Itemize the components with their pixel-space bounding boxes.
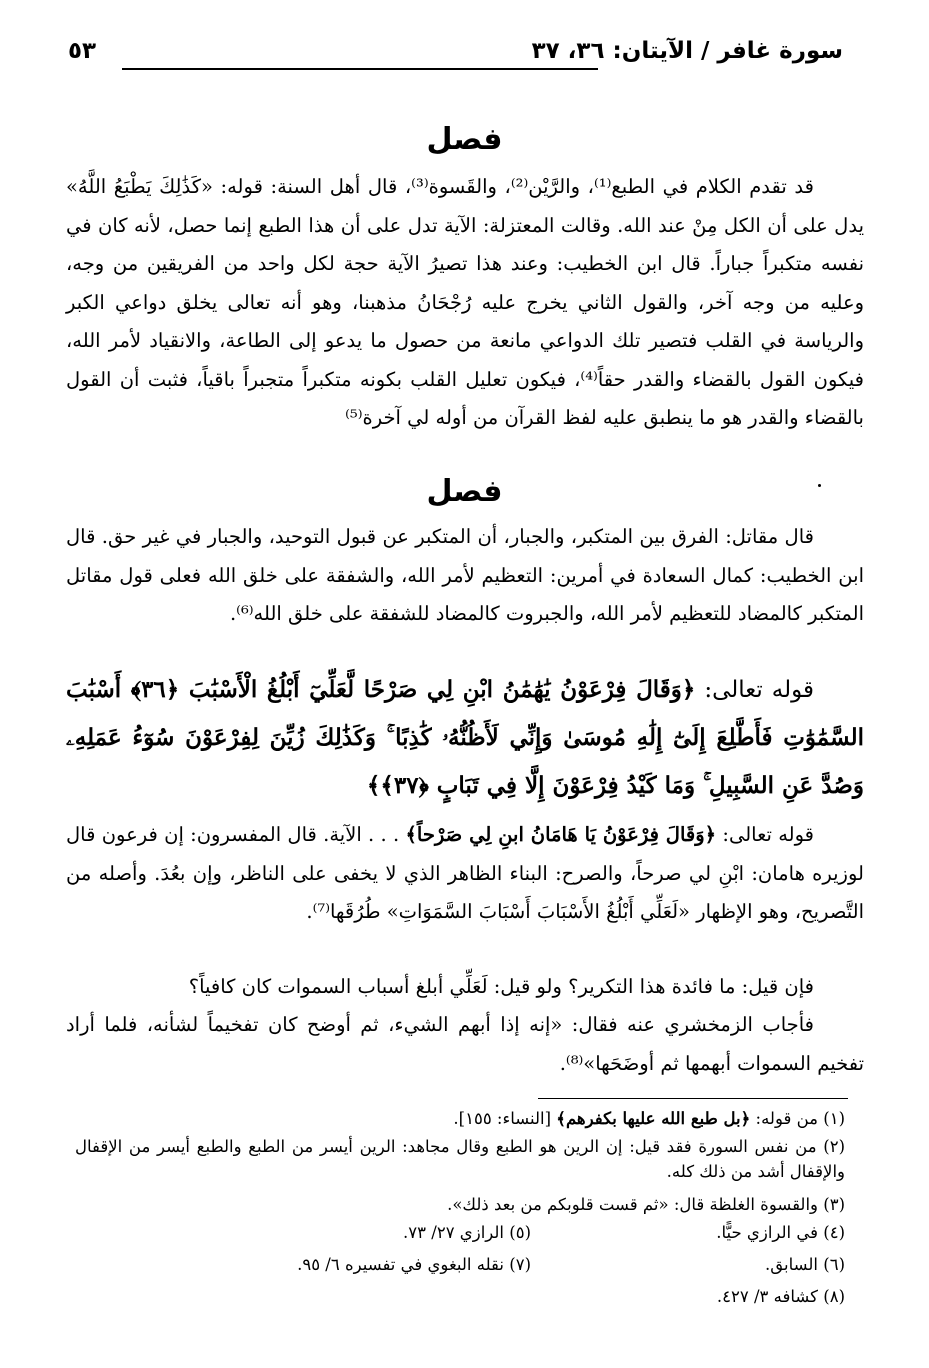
footnote-1-quote: ﴿بل طبع الله عليها بكفرهم﴾	[556, 1109, 751, 1128]
section-1-paragraph: قد تقدم الكلام في الطبع⁽¹⁾، والرَّيْن⁽²⁾، والقَسوة⁽³⁾، قال أهل السنة: قوله: «كَذَٰلِكَ يَطْبَعُ اللَّهُ» يدل على أن الكل مِنْ عند الله. وقالت المعتزلة: الآية تدل على أن هذا الطبع إنما حصل، لأنه كان في نفسه متكبراً جباراً. قال ابن الخطيب: وعند هذا تصيرُ الآية حجة لكل واحد من الفريقين من وجه، وعليه من وجه آخر، والقول الثاني يخرج عليه رُجْحَانُ مذهبنا، وهو أنه تعالى يخلق دواعي الكبر والرياسة في القلب فتصير تلك الدواعي مانعة من حصول ما يدعو إلى الطاعة، والانقياد لأمر الله، فيكون القول بالقضاء والقدر حقاً⁽⁴⁾، فيكون تعليل القلب بكونه متكبراً متجبراً باقياً، فثبت أن القول بالقضاء والقدر هو ما ينطبق عليه لفظ القرآن من أوله لي آخرة⁽⁵⁾	[66, 175, 864, 429]
footnote-7: (٧) نقله البغوي في تفسيره ٦/ ٩٥.	[297, 1255, 531, 1274]
commentary-intro: قوله تعالى:	[716, 823, 815, 846]
header-rule	[122, 68, 598, 70]
footnote-rule	[538, 1098, 848, 1099]
page-number: ٥٣	[68, 38, 97, 64]
footnote-8: (٨) كشافه ٣/ ٤٢٧.	[716, 1287, 845, 1306]
footnote-2: (٢) من نفس السورة فقد قيل: إن الرين هو الطبع وقال مجاهد: الرين أيسر من الطبع والطبع أيسر من الإقفال والإقفال أشد من ذلك كله.	[75, 1137, 845, 1181]
section-heading-1: فصل	[426, 122, 503, 157]
footnote-3: (٣) والقسوة الغلظة قال: «ثم قست قلوبكم من بعد ذلك».	[447, 1195, 845, 1214]
footnote-1-number: (١)	[823, 1109, 845, 1128]
footnote-5: (٥) الرازي ٢٧/ ٧٣.	[403, 1223, 531, 1242]
verse-intro: قوله تعالى:	[695, 677, 814, 703]
running-header-title: سورة غافر / الآيتان: ٣٦، ٣٧	[531, 38, 843, 64]
verse-text: ﴿وَقَالَ فِرْعَوْنُ يَٰهَٰمَٰنُ ابْنِ لِي صَرْحًا لَّعَلِّيٓ أَبْلُغُ الْأَسْبَٰبَ ﴿٣٦﴾ أَسْبَٰبَ السَّمَٰوَٰتِ فَأَطَّلِعَ إِلَىٰٓ إِلَٰهِ مُوسَىٰ وَإِنِّي لَأَظُنُّهُۥ كَٰذِبًا ۚ وَكَذَٰلِكَ زُيِّنَ لِفِرْعَوْنَ سُوٓءُ عَمَلِهِۦ وَصُدَّ عَنِ السَّبِيلِ ۚ وَمَا كَيْدُ فِرْعَوْنَ إِلَّا فِي تَبَابٍ ﴿٣٧﴾﴾	[66, 676, 864, 799]
section-heading-2: فصل	[426, 474, 503, 509]
commentary-paragraph-1	[66, 816, 864, 932]
commentary-paragraph-2: فإن قيل: ما فائدة هذا التكرير؟ ولو قيل: لَعَلِّي أبلغ أسباب السموات كان كافياً؟	[188, 975, 814, 998]
footnote-6: (٦) السابق.	[765, 1255, 845, 1274]
commentary-body: . . . الآية. قال المفسرون: إن فرعون قال لوزيره هامان: ابْنِ لي صرحاً، والصرح: البناء الظاهر الذي لا يخفى على الناظر، وإن بعُدَ. وأصله من التَّصريح، وهو الإظهار «لَعَلِّي أَبْلُغُ الأَسْبَابَ أَسْبَابَ السَّمَوَاتِ» طُرُقَها⁽⁷⁾.	[66, 823, 864, 923]
quran-verse-block	[66, 666, 864, 810]
commentary-paragraph-3: فأجاب الزمخشري عنه فقال: «إنه إذا أبهم الشيء، ثم أوضح كان تفخيماً لشأنه، فلما أراد تفخيم السموات أبهمها ثم أوضَحَها»⁽⁸⁾.	[66, 1013, 864, 1075]
footnote-1	[453, 1106, 845, 1131]
section-2-paragraph: قال مقاتل: الفرق بين المتكبر، والجبار، أن المتكبر عن قبول التوحيد، والجبار في غير حق. قال ابن الخطيب: كمال السعادة في أمرين: التعظيم لأمر الله، والشفقة على خلق الله فعلى قول مقاتل المتكبر كالمضاد للتعظيم لأمر الله، والجبروت كالمضاد للشفقة على خلق الله⁽⁶⁾.	[66, 525, 864, 625]
footnote-1-prefix: من قوله:	[750, 1109, 818, 1128]
footnote-1-ref: [النساء: ١٥٥].	[453, 1109, 557, 1128]
footnote-4: (٤) في الرازي حيًّا.	[716, 1223, 845, 1242]
commentary-quote: ﴿وَقَالَ فِرْعَوْنُ يَا هَامَانُ ابنِ لِي صَرْحاً﴾	[405, 823, 717, 846]
